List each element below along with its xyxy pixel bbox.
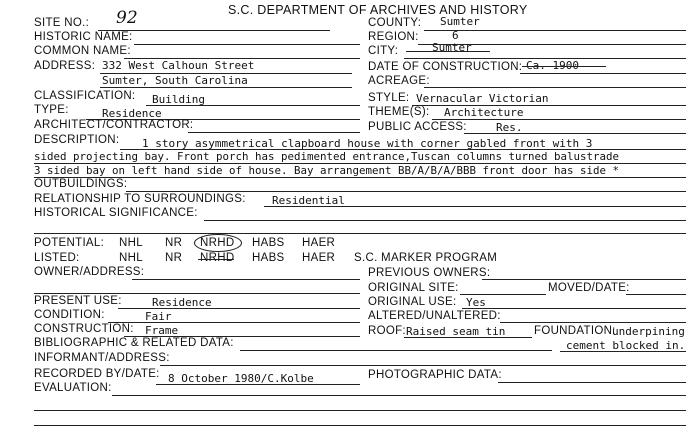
address-line2: Sumter, South Carolina (102, 74, 248, 87)
roof-value: Raised seam tin (406, 325, 506, 338)
listed-label: LISTED: (34, 252, 80, 264)
county-label: COUNTY: (368, 17, 422, 29)
construction-label: CONSTRUCTION: (34, 323, 134, 335)
theme-label: THEME(S): (368, 106, 430, 118)
city-value: Sumter (432, 41, 472, 54)
relationship-label: RELATIONSHIP TO SURROUNDINGS: (34, 193, 246, 205)
relationship-value: Residential (272, 194, 345, 207)
acreage-label: ACREAGE: (368, 75, 430, 87)
informant-line (160, 365, 686, 366)
original-site-label: ORIGINAL SITE: (368, 282, 459, 294)
original-use-line (462, 308, 686, 309)
county-line (424, 30, 686, 31)
public-access-line (464, 133, 686, 134)
site-no-label: SITE NO.: (34, 17, 90, 29)
style-label: STYLE: (368, 92, 410, 104)
bibliographic-label: BIBLIOGRAPHIC & RELATED DATA: (34, 337, 234, 349)
present-use-value: Residence (152, 296, 212, 309)
owner-address-line (132, 279, 360, 280)
original-use-value: Yes (466, 296, 486, 309)
type-label: TYPE: (34, 104, 69, 116)
architect-label: ARCHITECT/CONTRACTOR: (34, 119, 194, 131)
classification-value: Building (152, 93, 205, 106)
region-label: REGION: (368, 31, 419, 43)
relationship-line (264, 206, 686, 207)
region-value: 6 (452, 29, 459, 42)
condition-value: Fair (145, 310, 172, 323)
evaluation-label: EVALUATION: (34, 382, 112, 394)
altered-line (500, 322, 686, 323)
owner-address-line-2 (34, 293, 360, 294)
site-no-line (98, 30, 330, 31)
public-access-label: PUBLIC ACCESS: (368, 121, 467, 133)
city-label: CITY: (368, 45, 399, 57)
marker-program-label: S.C. MARKER PROGRAM (354, 252, 498, 264)
description-line3: 3 sided bay on left hand side of house. Bay arrangement BB/A/B/A/BBB front door has side * (34, 164, 620, 177)
address-label: ADDRESS: (34, 60, 96, 72)
historical-significance-line-2 (34, 233, 686, 234)
classification-line (146, 105, 360, 106)
roof-line (404, 337, 532, 338)
present-use-line (118, 308, 360, 309)
owner-address-label: OWNER/ADDRESS: (34, 266, 145, 278)
date-construction-value: Ca. 1900 (526, 59, 579, 72)
description-rule-3 (34, 177, 686, 178)
acreage-line (424, 87, 686, 88)
description-rule-2 (34, 163, 686, 164)
outbuildings-label: OUTBUILDINGS: (34, 178, 128, 190)
description-line2: sided projecting bay. Front porch has pedimented entrance,Tuscan columns turned balustrade (34, 150, 620, 163)
historical-significance-label: HISTORICAL SIGNIFICANCE: (34, 207, 198, 219)
moved-date-label: MOVED/DATE: (548, 282, 630, 294)
potential-haer: HAER (302, 237, 336, 249)
condition-label: CONDITION: (34, 309, 105, 321)
recorded-by-label: RECORDED BY/DATE: (34, 368, 160, 380)
evaluation-line-2 (34, 410, 686, 411)
county-value: Sumter (440, 15, 480, 28)
roof-label: ROOF: (368, 325, 406, 337)
site-no-value: 92 (116, 8, 138, 28)
listed-habs: HABS (252, 252, 285, 264)
foundation-value-2: cement blocked in. (566, 339, 686, 352)
previous-owners-label: PREVIOUS OWNERS: (368, 267, 491, 279)
style-value: Vernacular Victorian (416, 92, 549, 105)
foundation-line-2 (560, 351, 686, 352)
original-use-label: ORIGINAL USE: (368, 296, 457, 308)
historical-significance-line (204, 220, 686, 221)
condition-line (108, 322, 360, 323)
recorded-by-value: 8 October 1980/C.Kolbe (168, 372, 314, 385)
potential-nhl: NHL (119, 237, 143, 249)
listed-nrhd: NRHD (200, 252, 235, 264)
type-value: Residence (102, 107, 162, 120)
listed-nhl: NHL (119, 252, 143, 264)
altered-label: ALTERED/UNALTERED: (368, 310, 501, 322)
city-strike (406, 51, 490, 52)
outbuildings-line (126, 191, 686, 192)
theme-value: Architecture (444, 106, 524, 119)
potential-nr: NR (165, 237, 183, 249)
description-label: DESCRIPTION: (34, 134, 120, 146)
construction-value: Frame (145, 324, 179, 337)
evaluation-line-3 (34, 425, 686, 426)
listed-nrhd-strike (198, 259, 234, 260)
historic-name-label: HISTORIC NAME: (34, 31, 133, 43)
present-use-label: PRESENT USE: (34, 295, 122, 307)
potential-nrhd: NRHD (200, 237, 235, 249)
description-rule-1 (120, 149, 686, 150)
public-access-value: Res. (496, 121, 523, 134)
common-name-label: COMMON NAME: (34, 45, 131, 57)
address-line-2 (100, 87, 352, 88)
theme-line (432, 119, 686, 120)
photographic-label: PHOTOGRAPHIC DATA: (368, 369, 502, 381)
address-line1: 332 West Calhoun Street (102, 59, 255, 72)
date-construction-label: DATE OF CONSTRUCTION: (368, 61, 523, 73)
bibliographic-line (240, 350, 552, 351)
listed-nr: NR (165, 252, 183, 264)
date-construction-line (520, 73, 686, 74)
evaluation-line (112, 395, 686, 396)
architect-line (188, 132, 360, 133)
foundation-label: FOUNDATION: (534, 325, 616, 337)
date-construction-strike (522, 66, 606, 67)
classification-label: CLASSIFICATION: (34, 90, 136, 102)
form-title: S.C. DEPARTMENT OF ARCHIVES AND HISTORY (228, 3, 528, 17)
photographic-line (498, 382, 686, 383)
listed-haer: HAER (302, 252, 336, 264)
potential-nrhd-circle (194, 234, 242, 252)
address-line-1 (100, 73, 352, 74)
recorded-by-line (156, 384, 360, 385)
description-line1: 1 story asymmetrical clapboard house with corner gabled front with 3 (142, 137, 593, 150)
historic-name-line (134, 44, 360, 45)
moved-date-line (626, 294, 686, 295)
foundation-value: underpining (612, 325, 685, 338)
informant-label: INFORMANT/ADDRESS: (34, 352, 170, 364)
original-site-line (460, 294, 546, 295)
potential-habs: HABS (252, 237, 285, 249)
potential-label: POTENTIAL: (34, 237, 105, 249)
previous-owners-line (482, 279, 686, 280)
